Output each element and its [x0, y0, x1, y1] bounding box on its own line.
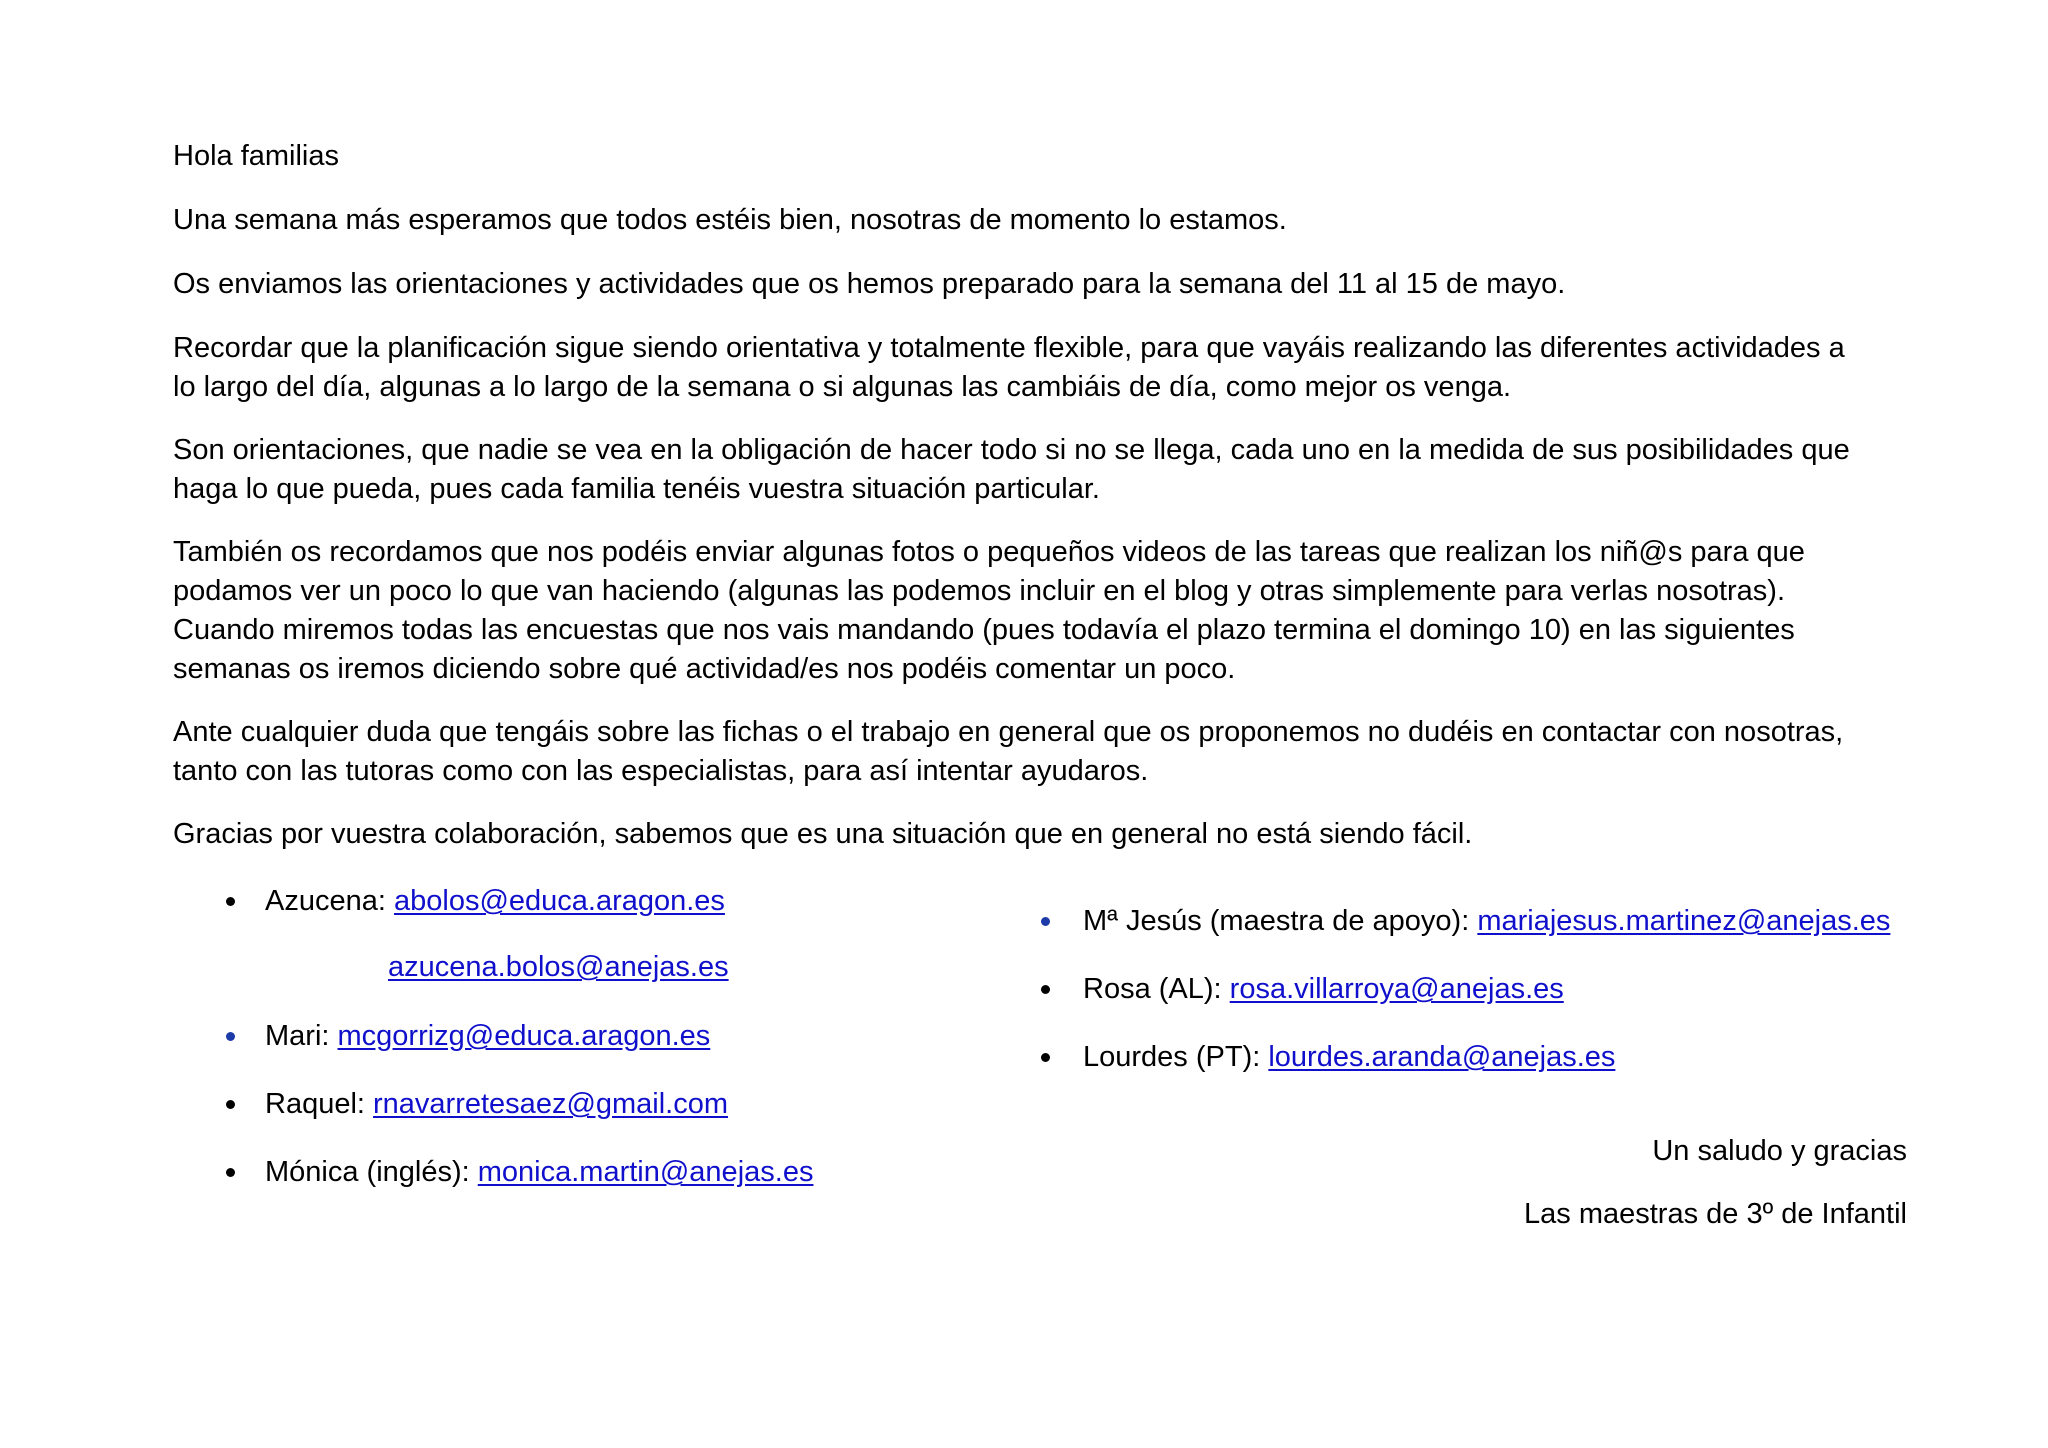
paragraph-orientations: Os enviamos las orientaciones y actividades que os hemos preparado para la semana del 11 al 15 de mayo. — [173, 268, 1566, 300]
paragraph-line: podamos ver un poco lo que van haciendo (algunas las podemos incluir en el blog y otras simplemente para verlas nosotras). — [173, 575, 1786, 607]
paragraph-questions — [173, 713, 1913, 791]
bullet — [1041, 1053, 1050, 1062]
contact-label: Raquel: — [265, 1088, 374, 1120]
contact-raquel — [265, 1085, 728, 1124]
bullet — [226, 1032, 235, 1041]
contact-label: Azucena: — [265, 885, 394, 917]
paragraph-line: tanto con las tutoras como con las especialistas, para así intentar ayudaros. — [173, 755, 1149, 787]
paragraph-line: Ante cualquier duda que tengáis sobre las fichas o el trabajo en general que os proponemos no dudéis en contactar con nosotras, — [173, 716, 1844, 748]
email-link[interactable]: mariajesus.martinez@anejas.es — [1477, 905, 1891, 937]
bullet — [226, 1100, 235, 1109]
bullet — [226, 897, 235, 906]
email-link[interactable]: rnavarretesaez@gmail.com — [373, 1088, 729, 1120]
email-link[interactable]: rosa.villarroya@anejas.es — [1229, 973, 1564, 1005]
contact-rosa — [1083, 970, 1564, 1009]
email-link[interactable]: mcgorrizg@educa.aragon.es — [337, 1020, 711, 1052]
contact-mari — [265, 1017, 710, 1056]
paragraph-line: semanas os iremos diciendo sobre qué actividad/es nos podéis comentar un poco. — [173, 653, 1236, 685]
bullet — [1041, 917, 1050, 926]
contact-azucena — [265, 882, 725, 921]
email-link[interactable]: lourdes.aranda@anejas.es — [1268, 1041, 1616, 1073]
paragraph-line: Son orientaciones, que nadie se vea en la obligación de hacer todo si no se llega, cada uno en la medida de sus posibilidades que — [173, 434, 1850, 466]
paragraph-line: Recordar que la planificación sigue siendo orientativa y totalmente flexible, para que vayáis realizando las diferentes actividades a — [173, 332, 1845, 364]
paragraph-line: Cuando miremos todas las encuestas que nos vais mandando (pues todavía el plazo termina el domingo 10) en las siguientes — [173, 614, 1795, 646]
contact-maria-jesus — [1083, 902, 1890, 941]
contact-monica — [265, 1153, 813, 1192]
paragraph-planning — [173, 329, 1913, 407]
paragraph-line: También os recordamos que nos podéis enviar algunas fotos o pequeños videos de las tareas que realizan los niñ@s para que — [173, 536, 1805, 568]
contact-label: Rosa (AL): — [1083, 973, 1230, 1005]
greeting: Hola familias — [173, 140, 339, 172]
contact-label: Lourdes (PT): — [1083, 1041, 1269, 1073]
signature-teachers: Las maestras de 3º de Infantil — [1524, 1198, 1907, 1230]
paragraph-thanks: Gracias por vuestra colaboración, sabemos que es una situación que en general no está siendo fácil. — [173, 818, 1473, 850]
paragraph-week-wishes: Una semana más esperamos que todos estéis bien, nosotras de momento lo estamos. — [173, 204, 1287, 236]
contact-label: Mª Jesús (maestra de apoyo): — [1083, 905, 1478, 937]
email-link[interactable]: azucena.bolos@anejas.es — [388, 951, 729, 983]
contact-label: Mónica (inglés): — [265, 1156, 478, 1188]
email-link[interactable]: monica.martin@anejas.es — [477, 1156, 814, 1188]
paragraph-line: lo largo del día, algunas a lo largo de la semana o si algunas las cambiáis de día, como mejor os venga. — [173, 371, 1512, 403]
contact-lourdes — [1083, 1038, 1615, 1077]
bullet — [1041, 985, 1050, 994]
contact-label: Mari: — [265, 1020, 338, 1052]
signature-greeting: Un saludo y gracias — [1652, 1135, 1907, 1167]
paragraph-no-obligation — [173, 431, 1913, 509]
contact-azucena-secondary — [388, 948, 729, 987]
paragraph-photos-videos — [173, 533, 1913, 689]
bullet — [226, 1168, 235, 1177]
email-link[interactable]: abolos@educa.aragon.es — [393, 885, 725, 917]
paragraph-line: haga lo que pueda, pues cada familia tenéis vuestra situación particular. — [173, 473, 1100, 505]
